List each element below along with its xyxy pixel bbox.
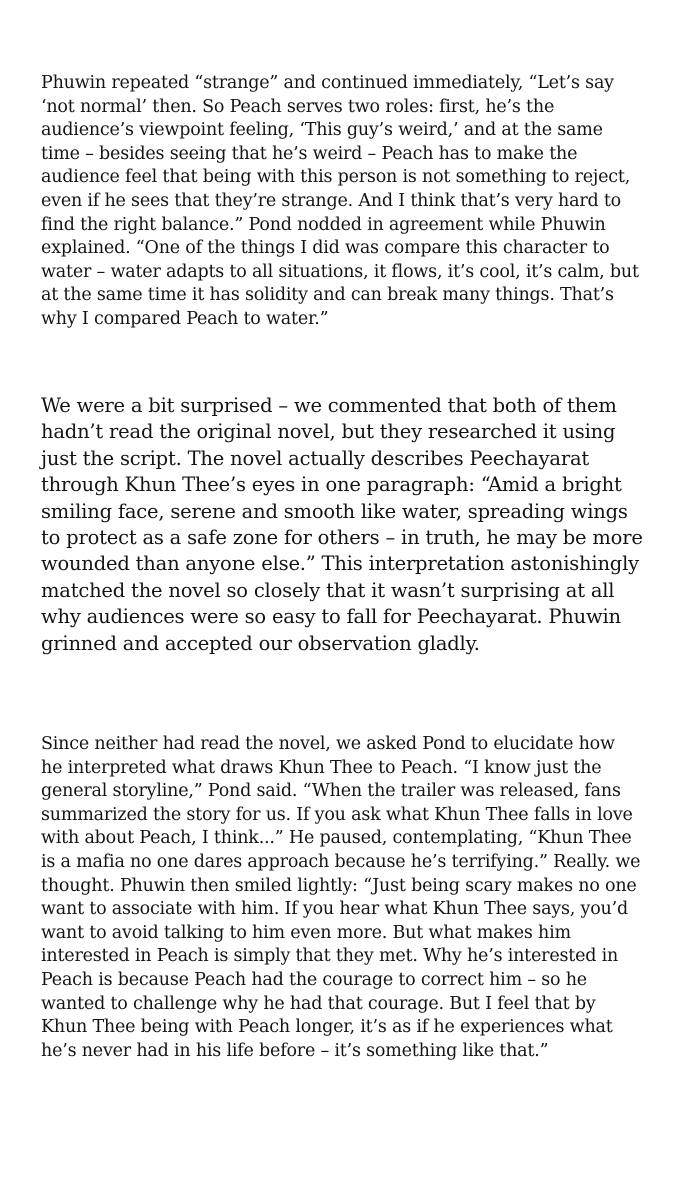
paragraph-phuwin-strange: Phuwin repeated “strange” and continued immediately, “Let’s say ‘not normal’ then. So Peach serves two roles: first, he’s the audience’s viewpoint feeling, ‘This guy’s weird,’ and at the same time – besides seeing that he’s weird – Peach has to make the audience feel that being with this person is not something to reject, even if he sees that they’re strange. And I think that’s very hard to find the right balance.” Pond nodded in agreement while Phuwin explained. “One of the things I did was compare this character to water – water adapts to all situations, it flows, it’s cool, it’s calm, but at the same time it has solidity and can break many things. That’s why I compared Peach to water.” [41, 73, 639, 329]
paragraph-pond-interpretation: Since neither had read the novel, we asked Pond to elucidate how he interpreted what draws Khun Thee to Peach. “I know just the general storyline,” Pond said. “When the trailer was released, fans summarized the story for us. If you ask what Khun Thee falls in love with about Peach, I think...” He paused, contemplating, “Khun Thee is a mafia no one dares approach because he’s terrifying.” Really. we thought. Phuwin then smiled lightly: “Just being scary makes no one want to associate with him. If you hear what Khun Thee says, you’d want to avoid talking to him even more. But what makes him interested in Peach is simply that they met. Why he’s interested in Peach is because Peach had the courage to correct him – so he wanted to challenge why he had that courage. But I feel that by Khun Thee being with Peach longer, it’s as if he experiences what he’s never had in his life before – it’s something like that.” [41, 734, 641, 1061]
paragraph-novel-comparison: We were a bit surprised – we commented that both of them hadn’t read the original novel, but they researched it using just the script. The novel actually describes Peechayarat through Khun Thee’s eyes in one paragraph: “Amid a bright smiling face, serene and smooth like water, spreading wings to protect as a safe zone for others – in truth, he may be more wounded than anyone else.” This interpretation astonishingly matched the novel so closely that it wasn’t surprising at all why audiences were so easy to fall for Peechayarat. Phuwin grinned and accepted our observation gladly. [41, 394, 643, 655]
